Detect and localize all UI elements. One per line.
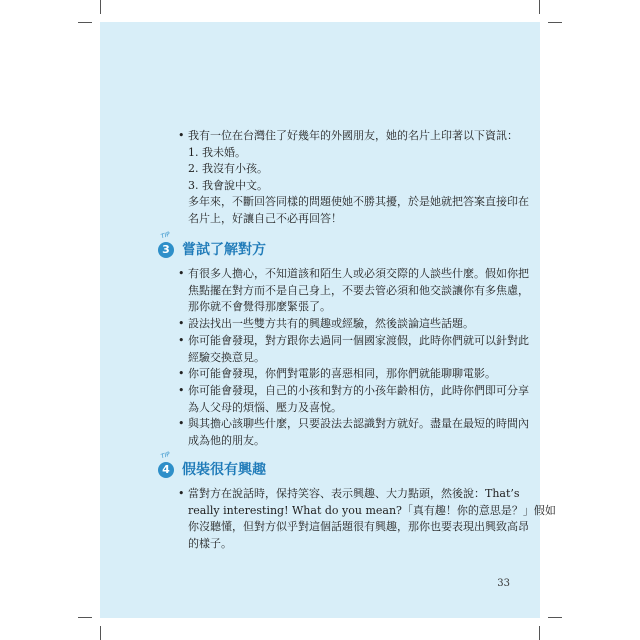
tip4-heading	[158, 450, 266, 479]
page-number: 33	[497, 578, 510, 589]
bullet-line: 焦點擺在對方而不是自己身上，不要去管必須和他交談讓你有多焦慮，	[188, 283, 529, 297]
intro-line: 1. 我未婚。	[188, 145, 246, 159]
bullet-line: 經驗交換意見。	[188, 350, 265, 364]
bullet-symbol: •	[178, 417, 185, 430]
bullet-symbol: •	[178, 367, 185, 380]
bullet-line: 當對方在說話時，保持笑容、表示興趣、大力點頭，然後說：That’s	[188, 487, 520, 500]
bullet-line: 的樣子。	[188, 536, 232, 550]
tip-label: TIP	[160, 450, 171, 461]
tip3-heading	[158, 230, 266, 259]
bullet-symbol: •	[178, 384, 185, 397]
bullet-line: really interesting! What do you mean?「真有趣！你的意思是？」假如	[188, 503, 556, 517]
page-content	[100, 22, 556, 618]
crop-mark-top-right-v	[539, 0, 540, 14]
crop-mark-bottom-left-h	[78, 617, 92, 618]
crop-mark-top-left-h	[78, 22, 92, 23]
bullet-line: 成為他的朋友。	[188, 433, 265, 447]
tip-badge	[158, 450, 176, 478]
tip-title: 假裝很有興趣	[182, 462, 266, 478]
crop-mark-top-left-v	[100, 0, 101, 14]
tip-number: 3	[158, 242, 174, 258]
intro-line: 多年來，不斷回答同樣的問題使她不勝其擾，於是她就把答案直接印在	[188, 195, 529, 208]
book-page	[100, 22, 556, 618]
tip3-bullet	[178, 366, 496, 383]
bullet-symbol: •	[178, 267, 185, 280]
tip3-bullet	[178, 416, 529, 449]
bullet-line: 與其擔心該聊些什麼，只要設法去認識對方就好。盡量在最短的時間內	[188, 417, 529, 430]
bullet-line: 你沒聽懂，但對方似乎對這個話題很有興趣，那你也要表現出興致高昂	[188, 520, 529, 533]
intro-line: 2. 我沒有小孩。	[188, 162, 268, 175]
bullet-line: 有很多人擔心，不知道該和陌生人或必須交際的人談些什麼。假如你把	[188, 267, 529, 280]
bullet-line: 你可能會發現，對方跟你去過同一個國家渡假，此時你們就可以針對此	[188, 334, 529, 347]
crop-mark-bottom-left-v	[100, 626, 101, 640]
tip3-bullet	[178, 316, 474, 333]
tip3-bullet	[178, 383, 529, 416]
tip3-bullet	[178, 333, 529, 366]
intro-line: 我有一位在台灣住了好幾年的外國朋友，她的名片上印著以下資訊：	[188, 129, 518, 142]
tip-title: 嘗試了解對方	[182, 242, 266, 258]
intro-line: 3. 我會說中文。	[188, 178, 268, 192]
crop-mark-bottom-right-h	[548, 617, 562, 618]
intro-line: 名片上，好讓自己不必再回答！	[188, 211, 342, 225]
bullet-symbol: •	[178, 129, 185, 142]
bullet-line: 為人父母的煩惱、壓力及喜悅。	[188, 400, 342, 414]
tip-badge	[158, 230, 176, 258]
tip3-bullet	[178, 266, 529, 316]
crop-mark-top-right-h	[548, 22, 562, 23]
crop-mark-bottom-right-v	[539, 626, 540, 640]
intro-bullet	[178, 128, 529, 227]
bullet-symbol: •	[178, 487, 185, 500]
bullet-symbol: •	[178, 334, 185, 347]
tip4-bullet	[178, 486, 556, 552]
bullet-line: 你可能會發現，自己的小孩和對方的小孩年齡相仿，此時你們即可分享	[188, 384, 529, 397]
bullet-line: 設法找出一些雙方共有的興趣或經驗，然後談論這些話題。	[188, 317, 474, 330]
bullet-symbol: •	[178, 317, 185, 330]
tip-label: TIP	[160, 230, 171, 241]
tip-number: 4	[158, 462, 174, 478]
bullet-line: 你可能會發現，你們對電影的喜惡相同，那你們就能聊聊電影。	[188, 367, 496, 380]
bullet-line: 那你就不會覺得那麼緊張了。	[188, 300, 331, 313]
